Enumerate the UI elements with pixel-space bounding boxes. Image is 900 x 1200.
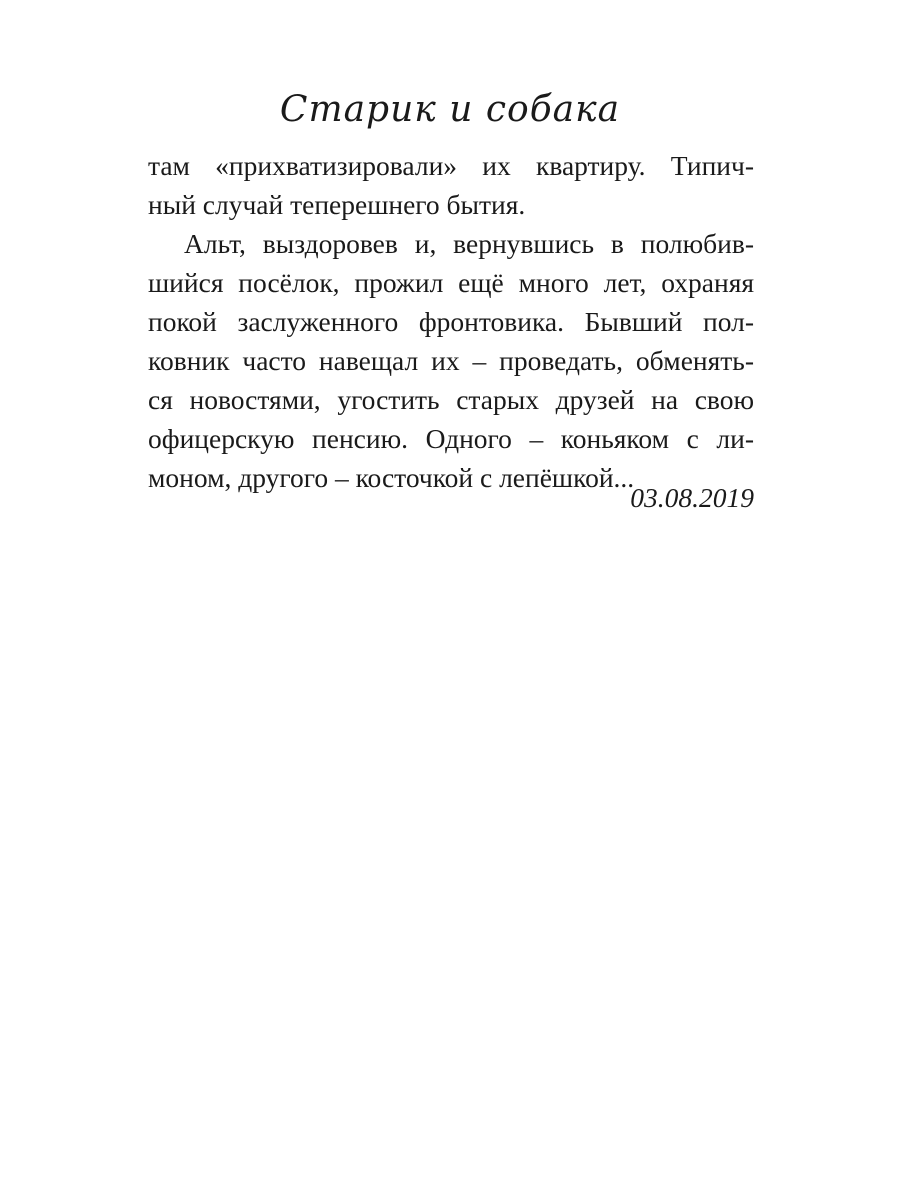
body-text	[148, 146, 754, 497]
text-line: шийся посёлок, прожил ещё много лет, охраняя	[148, 267, 754, 298]
text-line: ся новостями, угостить старых друзей на свою	[148, 384, 754, 415]
text-line: офицерскую пенсию. Одного – коньяком с ли-	[148, 423, 754, 454]
text-line: ковник часто навещал их – проведать, обменять-	[148, 345, 754, 376]
date-signature: 03.08.2019	[630, 482, 754, 513]
text-line: Альт, выздоровев и, вернувшись в полюбив-	[184, 228, 754, 259]
text-line: там «прихватизировали» их квартиру. Типич-	[148, 150, 754, 181]
running-head-title: Старик и собака	[279, 89, 621, 130]
text-line: покой заслуженного фронтовика. Бывший пол-	[148, 306, 754, 337]
text-line: ный случай теперешнего бытия.	[148, 189, 526, 220]
text-line: моном, другого – косточкой с лепёшкой...	[148, 462, 635, 493]
